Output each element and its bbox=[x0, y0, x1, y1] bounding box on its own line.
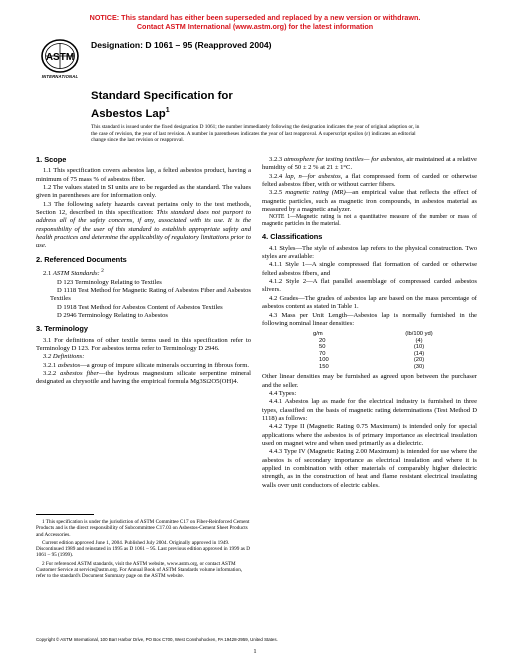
designation: Designation: D 1061 – 95 (Reapproved 2004) bbox=[91, 40, 272, 50]
section-heading-scope: 1. Scope bbox=[36, 155, 67, 164]
title-line-1: Standard Specification for bbox=[91, 90, 233, 102]
table-row bbox=[313, 364, 439, 371]
definition-text: —an empirical value that reflects the effect of magnetic particles, such as magnetic iron compounds, in asbestos material as measured by a magnetic analyzer. bbox=[262, 189, 477, 214]
paragraph-italic: ASTM Standards: bbox=[52, 270, 100, 278]
definition bbox=[36, 370, 251, 387]
page-number: 1 bbox=[253, 648, 257, 655]
paragraph-text: 1.3 The following safety hazards caveat pertains only to the test methods, Section 12, described in this specification: bbox=[36, 200, 251, 217]
table-cell: (14) bbox=[413, 350, 425, 357]
definition bbox=[262, 189, 477, 214]
footnote-divider bbox=[36, 514, 94, 515]
withdrawal-notice bbox=[0, 13, 510, 31]
reference-item: D 123 Terminology Relating to Textiles bbox=[57, 278, 162, 286]
table-cell: 50 bbox=[319, 344, 326, 351]
definition-text: , air maintained at a relative humidity of 50 ± 2 % at 21 ± 1°C. bbox=[262, 156, 477, 172]
table-header: (lb/100 yd) bbox=[405, 331, 433, 338]
logo-caption: INTERNATIONAL bbox=[41, 74, 79, 79]
section-heading-references: 2. Referenced Documents bbox=[36, 254, 127, 264]
definition-number: 3.2.5 bbox=[269, 189, 286, 197]
section-heading-terminology: 3. Terminology bbox=[36, 324, 89, 334]
astm-logo-icon bbox=[40, 38, 80, 74]
paragraph: Other linear densities may be furnished as agreed upon between the purchaser and the seller. bbox=[262, 373, 477, 389]
footnote: 2 For referenced ASTM standards, visit the ASTM website, www.astm.org, or contact ASTM Customer Service at service@astm.org. For Annual Book of ASTM Standards volume information, refer to the standard's Document Summary page on the ASTM website. bbox=[36, 560, 243, 580]
paragraph: 4.3 Mass per Unit Length—Asbestos lap is normally furnished in the following nominal linear densities: bbox=[262, 311, 477, 327]
definition bbox=[262, 156, 477, 173]
footnotes bbox=[36, 514, 251, 582]
linear-density-table bbox=[313, 331, 439, 370]
paragraph: 1.2 The values stated in SI units are to be regarded as the standard. The values given in parentheses are for information only. bbox=[36, 184, 251, 200]
table-cell: 70 bbox=[319, 350, 326, 357]
definition-term: asbestos fiber bbox=[60, 370, 99, 378]
paragraph bbox=[36, 201, 251, 251]
paragraph: 4.1 Styles—The style of asbestos lap refers to the physical construction. Two styles are available: bbox=[262, 244, 477, 261]
reference-item: D 2946 Terminology Relating to Asbestos bbox=[57, 312, 168, 320]
table-cell: 20 bbox=[319, 337, 326, 344]
notice-line-1: NOTICE: This standard has either been superseded and replaced by a new version or withdrawn. bbox=[89, 13, 421, 22]
title-footnote-ref: 1 bbox=[165, 106, 170, 114]
table-header: g/m bbox=[313, 331, 323, 338]
definition-number: 3.2.3 bbox=[269, 156, 284, 163]
table-cell: (4) bbox=[415, 337, 423, 344]
table-cell: (30) bbox=[413, 363, 425, 370]
title-text: Asbestos Lap bbox=[91, 107, 166, 120]
table-cell: (20) bbox=[413, 357, 425, 364]
footnote: Current edition approved June 1, 2004. Published July 2004. Originally approved in 1949. Discontinued 1989 and reinstated in 1995 as D 1061 – 95. Last previous edition approved in 1999 as D 1061 – 95 (1999). bbox=[36, 539, 250, 559]
paragraph bbox=[36, 267, 251, 279]
paragraph: 4.4.3 Type IV (Magnetic Rating 2.00 Maximum) is intended for use where the asbestos is of secondary importance as electrical insulation and where it is applied in combination with other materials of comparably higher dielectric strength, as in the construction of heat and flame resistant electrical insulating walls over unit conductors of electric cables. bbox=[262, 448, 477, 489]
paragraph: 4.1.2 Style 2—A flat parallel assemblage of compressed carded asbestos slivers. bbox=[262, 278, 477, 294]
copyright-line: Copyright © ASTM International, 100 Barr Harbor Drive, PO Box C700, West Conshohocken, PA 19428-2959, United States. bbox=[36, 637, 278, 642]
paragraph: 4.4.1 Asbestos lap as made for the electrical industry is furnished in three types, classified on the basis of magnetic rating determinations (Test Method D 1118) as follows: bbox=[262, 398, 477, 422]
definition bbox=[36, 362, 251, 370]
table-cell: (10) bbox=[413, 344, 425, 351]
paragraph: 3.2 Definitions: bbox=[43, 353, 85, 361]
definition-term: lap, n—for asbestos bbox=[285, 172, 341, 180]
footnote: 1 This specification is under the jurisdiction of ASTM Committee C17 on Fiber-Reinforced Cement Products and is the direct responsibility of Subcommittee C17.03 on Asbestos-Cement Sheet Products and Accessories. bbox=[36, 519, 250, 538]
paragraph: 4.4 Types: bbox=[269, 389, 297, 397]
svg-text:ASTM: ASTM bbox=[45, 52, 75, 63]
paragraph: 4.1.1 Style 1—A single compressed flat formation of carded or otherwise felted asbestos fibers, and bbox=[262, 261, 477, 277]
document-title bbox=[91, 90, 233, 121]
left-column bbox=[36, 156, 251, 387]
section-heading-classifications: 4. Classifications bbox=[262, 232, 323, 242]
paragraph: 4.2 Grades—The grades of asbestos lap are based on the mass percentage of asbestos content as stated in Table 1. bbox=[262, 294, 477, 311]
definition-text: —the hydrous magnesium silicate serpentine mineral designated as chrysotile and having the empirical formula Mg3Si2O5(OH)4. bbox=[36, 370, 252, 386]
definition bbox=[262, 173, 477, 190]
paragraph: 1.1 This specification covers asbestos lap, a felted asbestos product, having a minimum of 75 mass % of asbestos fiber. bbox=[36, 167, 251, 183]
reference-item: D 1118 Test Method for Magnetic Rating of Asbestos Fiber and Asbestos Textiles bbox=[50, 287, 251, 303]
definition-number: 3.2.2 bbox=[43, 370, 61, 378]
right-column bbox=[262, 156, 477, 490]
footnote-ref: 2 bbox=[99, 268, 104, 275]
definition-text: , a flat compressed form of carded or otherwise felted asbestos fiber, with or without carrier fibers. bbox=[262, 172, 477, 189]
definition-term: asbestos bbox=[57, 361, 81, 369]
table-cell: 100 bbox=[319, 357, 329, 364]
note: NOTE 1—Magnetic rating is not a quantitative measure of the number or mass of magnetic particles in the material. bbox=[262, 214, 477, 228]
paragraph: 4.4.2 Type II (Magnetic Rating 0.75 Maximum) is intended only for special applications where the asbestos is of primary importance as electrical insulation used on magnet wire and when used primarily as a dielectric. bbox=[262, 423, 477, 447]
definition-number: 3.2.1 bbox=[43, 361, 58, 369]
definition-term: atmosphere for testing textiles— for asbestos bbox=[283, 156, 403, 163]
definition-text: —a group of impure silicate minerals occurring in fibrous form. bbox=[80, 361, 250, 369]
reference-item: D 1918 Test Method for Asbestos Content of Asbestos Textiles bbox=[57, 303, 223, 311]
issue-note: This standard is issued under the fixed designation D 1061; the number immediately following the designation indicates the year of original adoption or, in the case of revision, the year of last revision. A number in parentheses indicates the year of last reapproval. A superscript epsilon (ε) indicates an editorial change since the last revision or reapproval. bbox=[91, 124, 420, 144]
notice-line-2: Contact ASTM International (www.astm.org) for the latest information bbox=[136, 22, 374, 31]
definition-term: magnetic rating (MR) bbox=[285, 189, 346, 197]
paragraph: 3.1 For definitions of other textile terms used in this specification refer to Terminology D 123. For asbestos terms refer to Terminology D 2946. bbox=[36, 336, 251, 353]
table-cell: 150 bbox=[319, 363, 329, 370]
title-line-2 bbox=[91, 104, 233, 121]
paragraph-text: 2.1 bbox=[43, 270, 53, 278]
safety-caveat: This standard does not purport to address all of the safety concerns, if any, associated with its use. It is the responsibility of the user of this standard to establish appropriate safety and health practices and determine the applicability of regulatory limitations prior to use. bbox=[36, 209, 251, 250]
definition-number: 3.2.4 bbox=[269, 172, 286, 180]
